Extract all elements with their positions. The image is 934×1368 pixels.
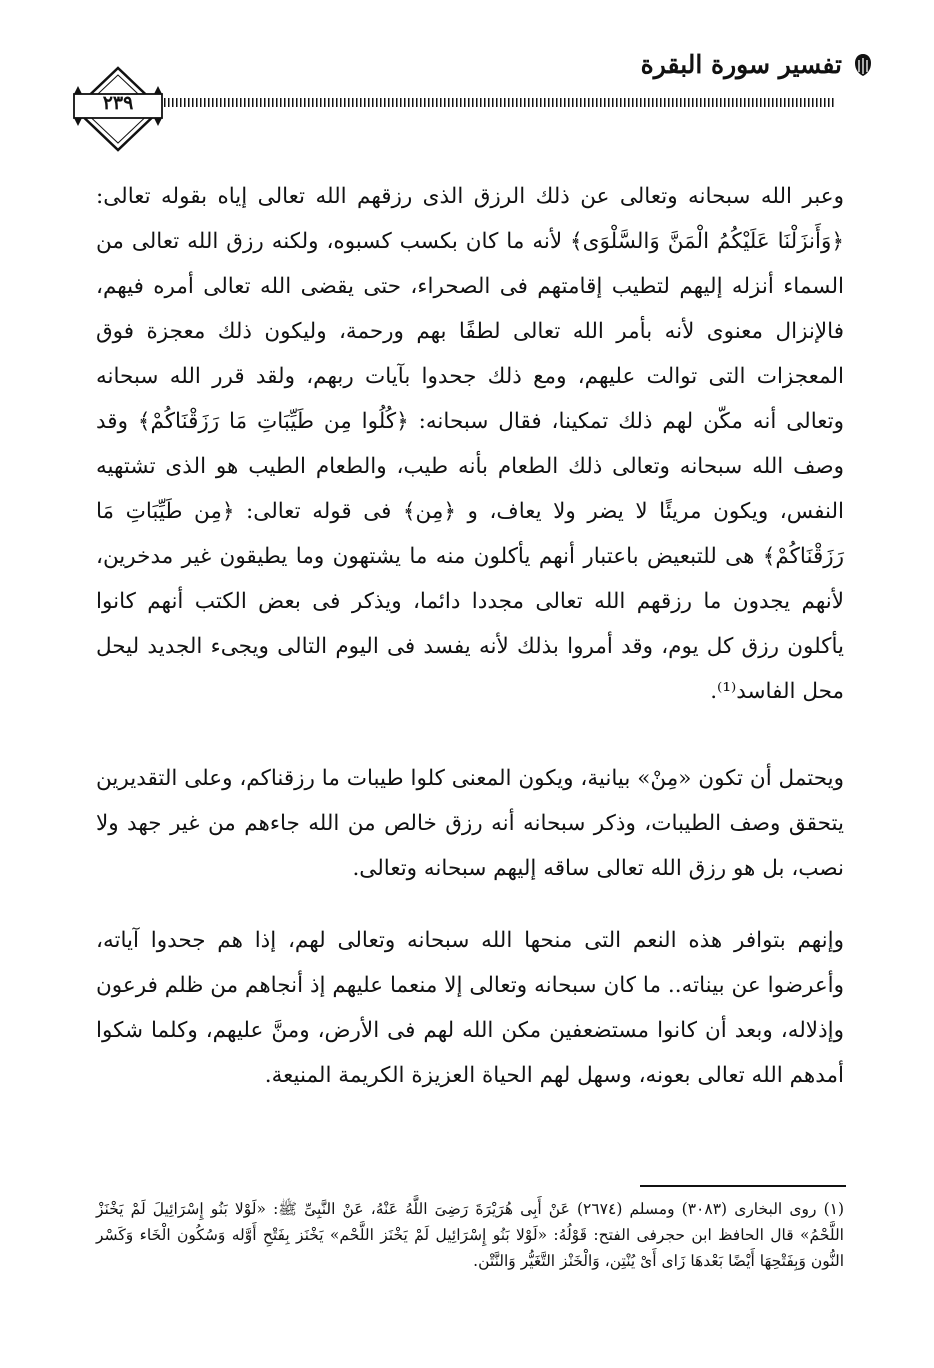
header-divider	[152, 98, 836, 107]
page-number: ٢٣٩	[102, 92, 134, 114]
flower-ornament-icon	[852, 52, 874, 78]
paragraph-1: وعبر الله سبحانه وتعالى عن ذلك الرزق الذى رزقهم الله تعالى إياه بقوله تعالى: ﴿وَأَنزَلْنَا عَلَيْكُمُ الْمَنَّ وَالسَّلْوَى﴾ لأنه ما كان بكسب كسبوه، ولكنه رزق الله تعالى من السماء أنزله إليهم لتطيب إقامتهم فى الصحراء، حتى يقضى الله تعالى أمره فيهم، فالإنزال معنوى لأنه بأمر الله تعالى لطفًا بهم ورحمة، وليكون ذلك معجزة فوق المعجزات التى توالت عليهم، ومع ذلك جحدوا بآيات ربهم، ولقد قرر الله سبحانه وتعالى أنه مكّن لهم ذلك تمكينا، فقال سبحانه: ﴿كُلُوا مِن طَيِّبَاتِ مَا رَزَقْنَاكُمْ﴾ وقد وصف الله سبحانه وتعالى ذلك الطعام بأنه طيب، والطعام الطيب هو الذى تشتهيه النفس، ويكون مريئًا لا يضر ولا يعاف، و ﴿مِن﴾ فى قوله تعالى: ﴿مِن طَيِّبَاتِ مَا رَزَقْنَاكُمْ﴾ هى للتبعيض باعتبار أنهم يأكلون منه ما يشتهون وما يطيقون غير مدخرين، لأنهم يجدون ما رزقهم الله تعالى مجددا دائما، ويذكر فى بعض الكتب أنهم كانوا يأكلون رزق كل يوم، وقد أمروا بذلك لأنه يفسد فى اليوم التالى ويجىء الجديد ليحل محل الفاسد⁽¹⁾.	[96, 184, 844, 704]
page-title: تفسير سورة البقرة	[640, 50, 842, 79]
footnote-divider	[640, 1185, 846, 1187]
paragraph-3: وإنهم بتوافر هذه النعم التى منحها الله سبحانه وتعالى لهم، إذا هم جحدوا آياته، وأعرضوا عن بيناته.. ما كان سبحانه وتعالى إلا منعما عليهم إذ أنجاهم من ظلم فرعون وإذلاله، وبعد أن كانوا مستضعفين مكن الله لهم فى الأرض، ومنَّ عليهم، وكلما شكوا أمدهم الله تعالى بعونه، وسهل لهم الحياة العزيزة الكريمة المنيعة.	[96, 928, 844, 1088]
footnote: (١) روى البخارى (٣٠٨٣) ومسلم (٢٦٧٤) عَنْ أَبِى هُرَيْرَةَ رَضِىَ اللَّهُ عَنْهُ، عَنْ النَّبِىِّ ﷺ: «لَوْلا بَنُو إِسْرَائِيلَ لَمْ يَخْنَزْ اللَّحْمُ» قال الحافظ ابن حجرفى الفتح: قَوْلُهُ: «لَوْلا بَنُو إِسْرَائِيل لَمْ يَخْنَز اللَّحْم» يَخْنَز بِفَتْحِ أَوَّله وَسُكُون الْخَاء وَكَسْر النُّون وَبِفَتْحِهَا أَيْضًا بَعْدهَا زَاى أَىْ يُنْتِن، وَالْخَنْز التَّغَيُّر وَالنَّتْن.	[96, 1200, 845, 1270]
paragraph-2: ويحتمل أن تكون «مِنْ» بيانية، ويكون المعنى كلوا طيبات ما رزقناكم، وعلى التقديرين يتحقق وصف الطيبات، وذكر سبحانه أنه رزق خالص من الله جاءهم من غير جهد ولا نصب، بل هو رزق الله تعالى ساقه إليهم سبحانه وتعالى.	[96, 766, 844, 881]
